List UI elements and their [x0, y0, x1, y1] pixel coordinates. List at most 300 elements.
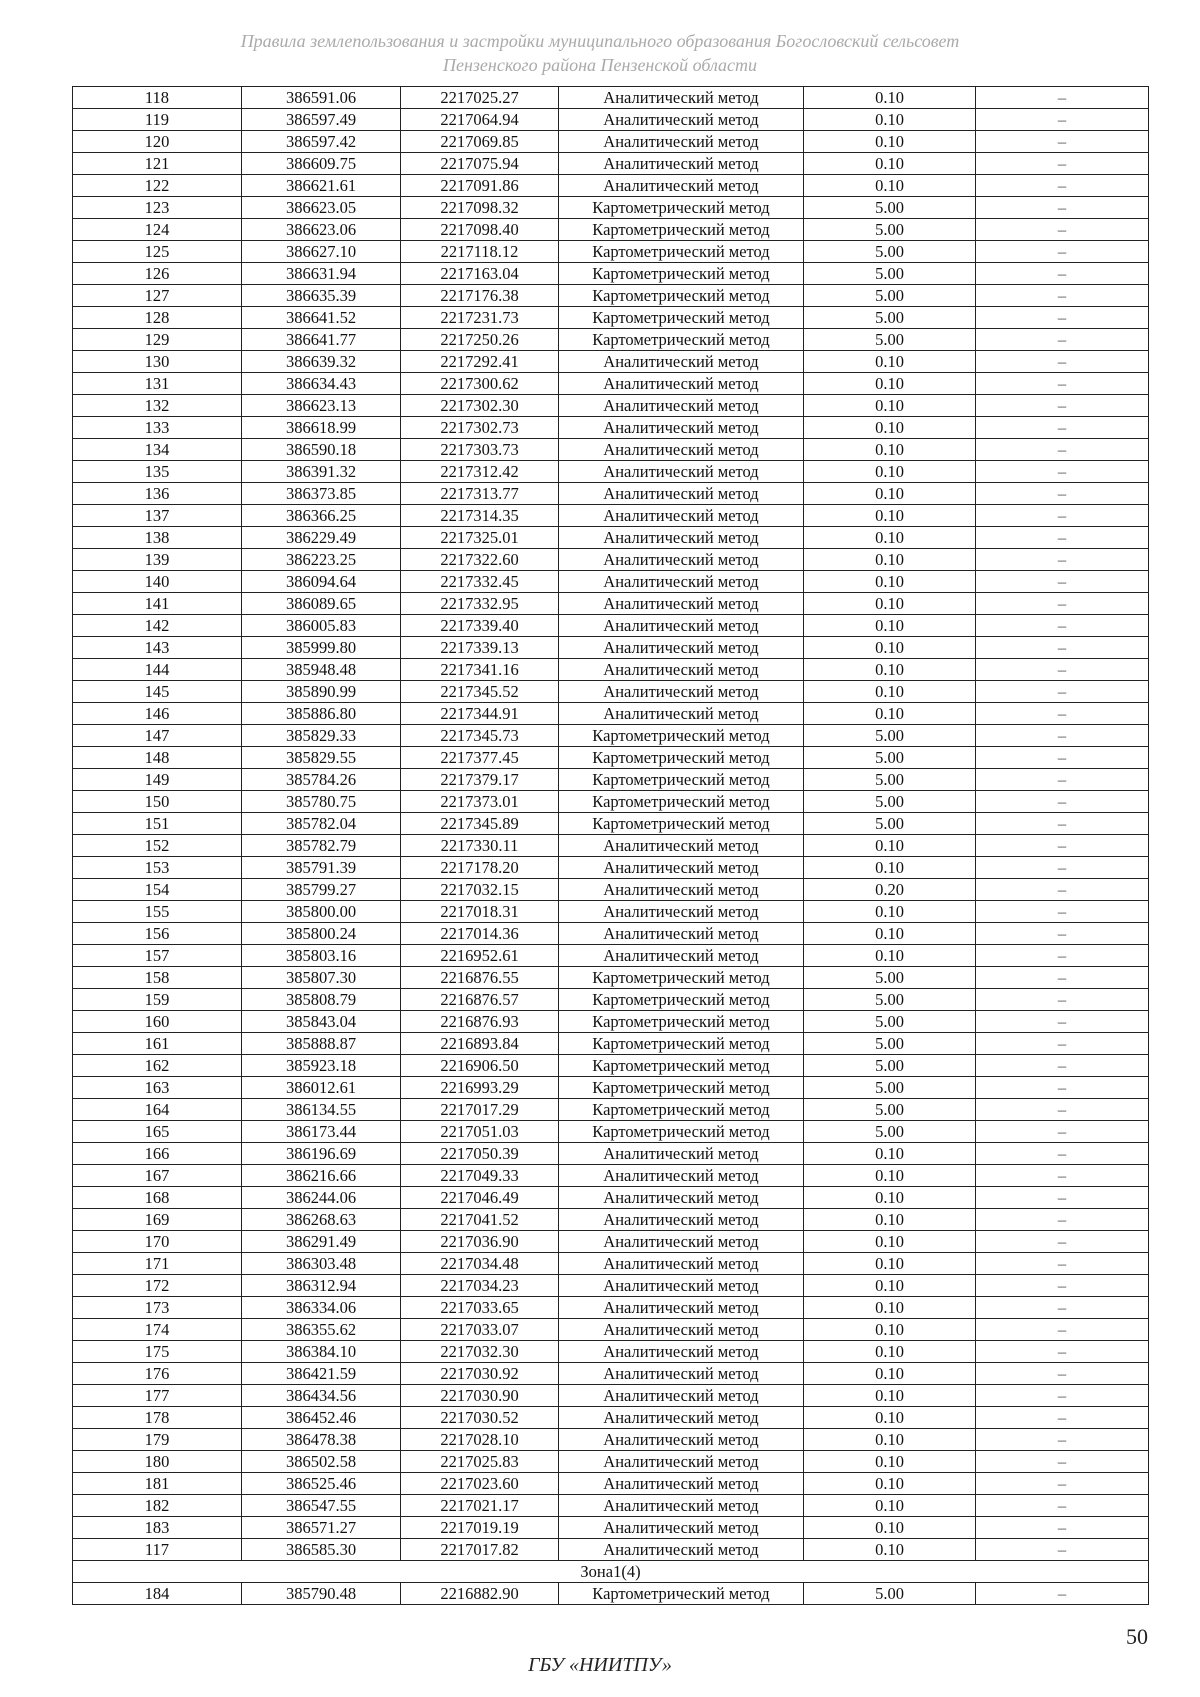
description-cell: –	[976, 461, 1149, 483]
y-coordinate-cell: 2217017.29	[401, 1099, 559, 1121]
method-cell: Аналитический метод	[559, 1209, 804, 1231]
table-row	[73, 1297, 1149, 1319]
method-cell: Аналитический метод	[559, 527, 804, 549]
accuracy-cell: 5.00	[804, 1011, 976, 1033]
accuracy-cell: 0.10	[804, 1209, 976, 1231]
accuracy-cell: 0.10	[804, 923, 976, 945]
accuracy-cell: 5.00	[804, 307, 976, 329]
point-number-cell: 181	[73, 1473, 242, 1495]
y-coordinate-cell: 2217069.85	[401, 131, 559, 153]
x-coordinate-cell: 386012.61	[242, 1077, 401, 1099]
table-row	[73, 571, 1149, 593]
y-coordinate-cell: 2217034.23	[401, 1275, 559, 1297]
page-number: 50	[1126, 1624, 1148, 1649]
method-cell: Картометрический метод	[559, 329, 804, 351]
accuracy-cell: 0.10	[804, 1517, 976, 1539]
method-cell: Аналитический метод	[559, 1495, 804, 1517]
x-coordinate-cell: 385948.48	[242, 659, 401, 681]
point-number-cell: 170	[73, 1231, 242, 1253]
point-number-cell: 124	[73, 219, 242, 241]
description-cell: –	[976, 1143, 1149, 1165]
method-cell: Аналитический метод	[559, 1297, 804, 1319]
y-coordinate-cell: 2217028.10	[401, 1429, 559, 1451]
table-row	[73, 1187, 1149, 1209]
y-coordinate-cell: 2217312.42	[401, 461, 559, 483]
description-cell: –	[976, 879, 1149, 901]
point-number-cell: 135	[73, 461, 242, 483]
description-cell: –	[976, 1407, 1149, 1429]
description-cell: –	[976, 1077, 1149, 1099]
point-number-cell: 134	[73, 439, 242, 461]
method-cell: Картометрический метод	[559, 967, 804, 989]
method-cell: Картометрический метод	[559, 747, 804, 769]
x-coordinate-cell: 386635.39	[242, 285, 401, 307]
method-cell: Картометрический метод	[559, 1121, 804, 1143]
x-coordinate-cell: 386291.49	[242, 1231, 401, 1253]
method-cell: Аналитический метод	[559, 901, 804, 923]
x-coordinate-cell: 385782.04	[242, 813, 401, 835]
table-row	[73, 769, 1149, 791]
point-number-cell: 122	[73, 175, 242, 197]
description-cell: –	[976, 923, 1149, 945]
accuracy-cell: 0.10	[804, 505, 976, 527]
y-coordinate-cell: 2217373.01	[401, 791, 559, 813]
method-cell: Аналитический метод	[559, 461, 804, 483]
table-row	[73, 1363, 1149, 1385]
x-coordinate-cell: 385999.80	[242, 637, 401, 659]
table-row	[73, 1385, 1149, 1407]
accuracy-cell: 0.10	[804, 1407, 976, 1429]
description-cell: –	[976, 703, 1149, 725]
y-coordinate-cell: 2217163.04	[401, 263, 559, 285]
x-coordinate-cell: 385799.27	[242, 879, 401, 901]
method-cell: Картометрический метод	[559, 989, 804, 1011]
accuracy-cell: 0.10	[804, 681, 976, 703]
y-coordinate-cell: 2217345.73	[401, 725, 559, 747]
description-cell: –	[976, 1165, 1149, 1187]
table-row	[73, 967, 1149, 989]
accuracy-cell: 0.10	[804, 483, 976, 505]
point-number-cell: 177	[73, 1385, 242, 1407]
point-number-cell: 160	[73, 1011, 242, 1033]
point-number-cell: 150	[73, 791, 242, 813]
accuracy-cell: 0.20	[804, 879, 976, 901]
table-row	[73, 527, 1149, 549]
point-number-cell: 118	[73, 87, 242, 109]
accuracy-cell: 0.10	[804, 439, 976, 461]
document-footer: ГБУ «НИИТПУ»	[528, 1654, 672, 1676]
accuracy-cell: 0.10	[804, 637, 976, 659]
point-number-cell: 139	[73, 549, 242, 571]
accuracy-cell: 0.10	[804, 1363, 976, 1385]
point-number-cell: 178	[73, 1407, 242, 1429]
description-cell: –	[976, 1385, 1149, 1407]
method-cell: Картометрический метод	[559, 1583, 804, 1605]
method-cell: Аналитический метод	[559, 835, 804, 857]
description-cell: –	[976, 659, 1149, 681]
y-coordinate-cell: 2217300.62	[401, 373, 559, 395]
y-coordinate-cell: 2217098.40	[401, 219, 559, 241]
point-number-cell: 168	[73, 1187, 242, 1209]
y-coordinate-cell: 2217344.91	[401, 703, 559, 725]
method-cell: Аналитический метод	[559, 615, 804, 637]
point-number-cell: 117	[73, 1539, 242, 1561]
x-coordinate-cell: 386631.94	[242, 263, 401, 285]
y-coordinate-cell: 2216876.57	[401, 989, 559, 1011]
point-number-cell: 132	[73, 395, 242, 417]
point-number-cell: 164	[73, 1099, 242, 1121]
y-coordinate-cell: 2217025.27	[401, 87, 559, 109]
table-row	[73, 1319, 1149, 1341]
method-cell: Аналитический метод	[559, 1473, 804, 1495]
table-row	[73, 681, 1149, 703]
method-cell: Аналитический метод	[559, 637, 804, 659]
method-cell: Аналитический метод	[559, 1517, 804, 1539]
table-row	[73, 373, 1149, 395]
method-cell: Аналитический метод	[559, 131, 804, 153]
method-cell: Аналитический метод	[559, 1253, 804, 1275]
description-cell: –	[976, 989, 1149, 1011]
y-coordinate-cell: 2217018.31	[401, 901, 559, 923]
table-row	[73, 1121, 1149, 1143]
method-cell: Картометрический метод	[559, 1011, 804, 1033]
y-coordinate-cell: 2217313.77	[401, 483, 559, 505]
table-row	[73, 131, 1149, 153]
table-row	[73, 703, 1149, 725]
description-cell: –	[976, 1121, 1149, 1143]
y-coordinate-cell: 2217030.92	[401, 1363, 559, 1385]
point-number-cell: 140	[73, 571, 242, 593]
x-coordinate-cell: 386591.06	[242, 87, 401, 109]
description-cell: –	[976, 571, 1149, 593]
x-coordinate-cell: 386641.52	[242, 307, 401, 329]
point-number-cell: 172	[73, 1275, 242, 1297]
accuracy-cell: 5.00	[804, 219, 976, 241]
accuracy-cell: 0.10	[804, 835, 976, 857]
point-number-cell: 143	[73, 637, 242, 659]
description-cell: –	[976, 417, 1149, 439]
y-coordinate-cell: 2217250.26	[401, 329, 559, 351]
method-cell: Аналитический метод	[559, 1143, 804, 1165]
table-row	[73, 637, 1149, 659]
x-coordinate-cell: 386634.43	[242, 373, 401, 395]
accuracy-cell: 5.00	[804, 769, 976, 791]
point-number-cell: 155	[73, 901, 242, 923]
point-number-cell: 163	[73, 1077, 242, 1099]
x-coordinate-cell: 386641.77	[242, 329, 401, 351]
x-coordinate-cell: 385784.26	[242, 769, 401, 791]
accuracy-cell: 0.10	[804, 461, 976, 483]
table-row	[73, 1253, 1149, 1275]
description-cell: –	[976, 175, 1149, 197]
table-row	[73, 615, 1149, 637]
x-coordinate-cell: 385829.33	[242, 725, 401, 747]
method-cell: Аналитический метод	[559, 1319, 804, 1341]
y-coordinate-cell: 2217314.35	[401, 505, 559, 527]
description-cell: –	[976, 967, 1149, 989]
x-coordinate-cell: 386334.06	[242, 1297, 401, 1319]
description-cell: –	[976, 483, 1149, 505]
description-cell: –	[976, 813, 1149, 835]
point-number-cell: 184	[73, 1583, 242, 1605]
coordinates-table	[72, 86, 1149, 1605]
table-row	[73, 1055, 1149, 1077]
description-cell: –	[976, 1033, 1149, 1055]
point-number-cell: 161	[73, 1033, 242, 1055]
table-row	[73, 1451, 1149, 1473]
x-coordinate-cell: 386590.18	[242, 439, 401, 461]
method-cell: Аналитический метод	[559, 703, 804, 725]
table-row	[73, 1165, 1149, 1187]
description-cell: –	[976, 1517, 1149, 1539]
point-number-cell: 176	[73, 1363, 242, 1385]
method-cell: Аналитический метод	[559, 659, 804, 681]
table-row	[73, 1033, 1149, 1055]
x-coordinate-cell: 385800.24	[242, 923, 401, 945]
method-cell: Аналитический метод	[559, 1275, 804, 1297]
x-coordinate-cell: 386623.05	[242, 197, 401, 219]
y-coordinate-cell: 2217322.60	[401, 549, 559, 571]
method-cell: Аналитический метод	[559, 153, 804, 175]
description-cell: –	[976, 87, 1149, 109]
y-coordinate-cell: 2217302.30	[401, 395, 559, 417]
x-coordinate-cell: 386366.25	[242, 505, 401, 527]
description-cell: –	[976, 505, 1149, 527]
x-coordinate-cell: 386609.75	[242, 153, 401, 175]
point-number-cell: 149	[73, 769, 242, 791]
y-coordinate-cell: 2217023.60	[401, 1473, 559, 1495]
description-cell: –	[976, 1583, 1149, 1605]
accuracy-cell: 5.00	[804, 1121, 976, 1143]
point-number-cell: 148	[73, 747, 242, 769]
accuracy-cell: 0.10	[804, 1385, 976, 1407]
y-coordinate-cell: 2217345.89	[401, 813, 559, 835]
point-number-cell: 128	[73, 307, 242, 329]
x-coordinate-cell: 385886.80	[242, 703, 401, 725]
point-number-cell: 141	[73, 593, 242, 615]
method-cell: Аналитический метод	[559, 417, 804, 439]
method-cell: Аналитический метод	[559, 1165, 804, 1187]
table-row	[73, 329, 1149, 351]
x-coordinate-cell: 385888.87	[242, 1033, 401, 1055]
description-cell: –	[976, 791, 1149, 813]
x-coordinate-cell: 386597.49	[242, 109, 401, 131]
table-row	[73, 1539, 1149, 1561]
y-coordinate-cell: 2217019.19	[401, 1517, 559, 1539]
x-coordinate-cell: 385782.79	[242, 835, 401, 857]
table-row	[73, 593, 1149, 615]
method-cell: Аналитический метод	[559, 945, 804, 967]
table-row	[73, 1407, 1149, 1429]
point-number-cell: 183	[73, 1517, 242, 1539]
y-coordinate-cell: 2217049.33	[401, 1165, 559, 1187]
point-number-cell: 174	[73, 1319, 242, 1341]
table-row	[73, 879, 1149, 901]
table-row	[73, 659, 1149, 681]
method-cell: Аналитический метод	[559, 549, 804, 571]
method-cell: Аналитический метод	[559, 439, 804, 461]
description-cell: –	[976, 549, 1149, 571]
x-coordinate-cell: 386094.64	[242, 571, 401, 593]
table-row	[73, 813, 1149, 835]
method-cell: Аналитический метод	[559, 483, 804, 505]
x-coordinate-cell: 386547.55	[242, 1495, 401, 1517]
accuracy-cell: 0.10	[804, 87, 976, 109]
accuracy-cell: 5.00	[804, 241, 976, 263]
point-number-cell: 171	[73, 1253, 242, 1275]
point-number-cell: 173	[73, 1297, 242, 1319]
description-cell: –	[976, 945, 1149, 967]
y-coordinate-cell: 2217025.83	[401, 1451, 559, 1473]
table-row	[73, 417, 1149, 439]
x-coordinate-cell: 386639.32	[242, 351, 401, 373]
description-cell: –	[976, 1055, 1149, 1077]
y-coordinate-cell: 2217176.38	[401, 285, 559, 307]
table-row	[73, 791, 1149, 813]
accuracy-cell: 0.10	[804, 1165, 976, 1187]
accuracy-cell: 0.10	[804, 1495, 976, 1517]
accuracy-cell: 5.00	[804, 1033, 976, 1055]
point-number-cell: 130	[73, 351, 242, 373]
description-cell: –	[976, 109, 1149, 131]
y-coordinate-cell: 2216893.84	[401, 1033, 559, 1055]
method-cell: Аналитический метод	[559, 1539, 804, 1561]
point-number-cell: 182	[73, 1495, 242, 1517]
table-row	[73, 197, 1149, 219]
y-coordinate-cell: 2216876.55	[401, 967, 559, 989]
description-cell: –	[976, 197, 1149, 219]
x-coordinate-cell: 386478.38	[242, 1429, 401, 1451]
table-row	[73, 835, 1149, 857]
description-cell: –	[976, 1495, 1149, 1517]
point-number-cell: 152	[73, 835, 242, 857]
x-coordinate-cell: 386623.06	[242, 219, 401, 241]
point-number-cell: 157	[73, 945, 242, 967]
method-cell: Аналитический метод	[559, 681, 804, 703]
point-number-cell: 119	[73, 109, 242, 131]
description-cell: –	[976, 1099, 1149, 1121]
x-coordinate-cell: 386434.56	[242, 1385, 401, 1407]
description-cell: –	[976, 747, 1149, 769]
table-row	[73, 307, 1149, 329]
x-coordinate-cell: 386005.83	[242, 615, 401, 637]
table-row	[73, 1517, 1149, 1539]
accuracy-cell: 5.00	[804, 263, 976, 285]
table-row	[73, 1341, 1149, 1363]
point-number-cell: 151	[73, 813, 242, 835]
description-cell: –	[976, 219, 1149, 241]
accuracy-cell: 0.10	[804, 395, 976, 417]
point-number-cell: 165	[73, 1121, 242, 1143]
method-cell: Аналитический метод	[559, 593, 804, 615]
x-coordinate-cell: 386355.62	[242, 1319, 401, 1341]
description-cell: –	[976, 615, 1149, 637]
y-coordinate-cell: 2217032.15	[401, 879, 559, 901]
table-row	[73, 483, 1149, 505]
y-coordinate-cell: 2217051.03	[401, 1121, 559, 1143]
description-cell: –	[976, 395, 1149, 417]
table-row	[73, 263, 1149, 285]
y-coordinate-cell: 2216906.50	[401, 1055, 559, 1077]
description-cell: –	[976, 1539, 1149, 1561]
table-row	[73, 153, 1149, 175]
method-cell: Аналитический метод	[559, 1385, 804, 1407]
accuracy-cell: 5.00	[804, 791, 976, 813]
description-cell: –	[976, 1473, 1149, 1495]
point-number-cell: 136	[73, 483, 242, 505]
accuracy-cell: 0.10	[804, 703, 976, 725]
x-coordinate-cell: 386421.59	[242, 1363, 401, 1385]
description-cell: –	[976, 681, 1149, 703]
method-cell: Аналитический метод	[559, 923, 804, 945]
table-row	[73, 505, 1149, 527]
method-cell: Картометрический метод	[559, 241, 804, 263]
description-cell: –	[976, 131, 1149, 153]
x-coordinate-cell: 386525.46	[242, 1473, 401, 1495]
description-cell: –	[976, 153, 1149, 175]
accuracy-cell: 0.10	[804, 901, 976, 923]
accuracy-cell: 0.10	[804, 153, 976, 175]
accuracy-cell: 0.10	[804, 175, 976, 197]
accuracy-cell: 5.00	[804, 329, 976, 351]
y-coordinate-cell: 2217292.41	[401, 351, 559, 373]
accuracy-cell: 5.00	[804, 989, 976, 1011]
document-header-line2: Пензенского района Пензенской области	[442, 55, 758, 75]
table-row	[73, 351, 1149, 373]
accuracy-cell: 0.10	[804, 1473, 976, 1495]
y-coordinate-cell: 2216993.29	[401, 1077, 559, 1099]
point-number-cell: 146	[73, 703, 242, 725]
accuracy-cell: 0.10	[804, 417, 976, 439]
y-coordinate-cell: 2217091.86	[401, 175, 559, 197]
table-row	[73, 1011, 1149, 1033]
y-coordinate-cell: 2217231.73	[401, 307, 559, 329]
point-number-cell: 156	[73, 923, 242, 945]
x-coordinate-cell: 386585.30	[242, 1539, 401, 1561]
accuracy-cell: 0.10	[804, 659, 976, 681]
x-coordinate-cell: 385780.75	[242, 791, 401, 813]
table-row	[73, 857, 1149, 879]
point-number-cell: 180	[73, 1451, 242, 1473]
accuracy-cell: 0.10	[804, 1341, 976, 1363]
description-cell: –	[976, 857, 1149, 879]
accuracy-cell: 0.10	[804, 527, 976, 549]
point-number-cell: 144	[73, 659, 242, 681]
description-cell: –	[976, 1231, 1149, 1253]
table-row	[73, 285, 1149, 307]
method-cell: Аналитический метод	[559, 879, 804, 901]
description-cell: –	[976, 637, 1149, 659]
x-coordinate-cell: 386627.10	[242, 241, 401, 263]
x-coordinate-cell: 386303.48	[242, 1253, 401, 1275]
table-row	[73, 1583, 1149, 1605]
x-coordinate-cell: 386134.55	[242, 1099, 401, 1121]
description-cell: –	[976, 769, 1149, 791]
table-row	[73, 109, 1149, 131]
y-coordinate-cell: 2217030.90	[401, 1385, 559, 1407]
x-coordinate-cell: 385807.30	[242, 967, 401, 989]
table-row	[73, 439, 1149, 461]
point-number-cell: 166	[73, 1143, 242, 1165]
accuracy-cell: 0.10	[804, 109, 976, 131]
method-cell: Аналитический метод	[559, 1429, 804, 1451]
zone-label: Зона1(4)	[73, 1561, 1149, 1583]
table-row	[73, 241, 1149, 263]
method-cell: Аналитический метод	[559, 373, 804, 395]
y-coordinate-cell: 2217118.12	[401, 241, 559, 263]
method-cell: Аналитический метод	[559, 1231, 804, 1253]
x-coordinate-cell: 385890.99	[242, 681, 401, 703]
